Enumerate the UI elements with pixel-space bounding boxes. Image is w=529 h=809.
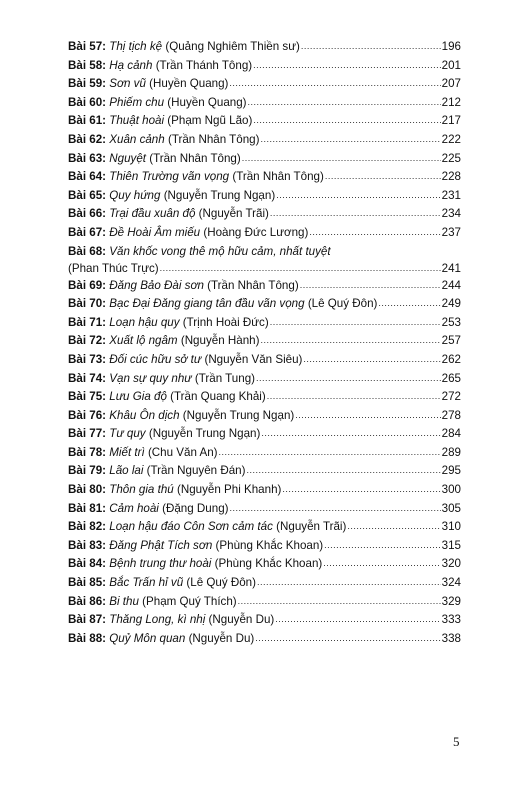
page-number: 5 [453,734,460,749]
lesson-page: 310 [441,520,461,534]
lesson-title: Lão lai [109,464,144,478]
lesson-author: (Đặng Dung) [162,501,229,515]
dot-leader [323,554,440,573]
lesson-author: (Chu Văn An) [147,445,218,459]
lesson-author: (Nguyễn Du) [188,631,255,645]
lesson-author: (Trần Nhân Tông) [207,278,299,292]
toc-entry-79 [68,462,461,481]
toc-entry-64 [68,168,461,187]
lesson-author: (Huyền Quang) [167,95,247,109]
dot-leader [260,130,440,149]
lesson-page: 324 [441,576,461,590]
lesson-page: 253 [441,315,461,329]
lesson-title: Thăng Long, kì nhị [109,613,206,627]
dot-leader [261,424,440,443]
dot-leader [347,517,440,536]
lesson-page: 225 [441,151,461,165]
dot-leader [230,499,441,518]
toc-entry-74 [68,370,461,389]
lesson-title: Thuật hoài [109,114,165,128]
toc-entry-71 [68,314,461,333]
dot-leader [253,111,440,130]
dot-leader [325,167,441,186]
lesson-title: Loạn hậu quy [109,315,180,329]
lesson-title: Đề Hoài Âm miếu [109,225,201,239]
lesson-number: Bài 77: [68,427,107,441]
lesson-author: (Huyền Quang) [149,77,229,91]
lesson-number: Bài 71: [68,315,107,329]
lesson-number: Bài 63: [68,151,107,165]
lesson-number: Bài 59: [68,77,107,91]
lesson-title: Bi thu [109,594,139,608]
lesson-number: Bài 83: [68,538,107,552]
lesson-page: 305 [441,501,461,515]
lesson-number: Bài 76: [68,408,107,422]
lesson-author: (Hoàng Đức Lương) [203,225,309,239]
toc-entry-66 [68,205,461,224]
lesson-number: Bài 78: [68,445,107,459]
lesson-title: Thôn gia thú [109,483,174,497]
dot-leader [257,573,441,592]
toc-entry-63 [68,150,461,169]
lesson-title: Loạn hậu đáo Côn Sơn cảm tác [109,520,273,534]
dot-leader [255,629,440,648]
toc-entry-69 [68,277,461,296]
lesson-page: 329 [441,594,461,608]
dot-leader [300,276,441,295]
lesson-page: 196 [441,40,461,53]
toc-entry-78 [68,444,461,463]
lesson-page: 249 [441,297,461,311]
dot-leader [219,443,441,462]
toc-entry-65 [68,187,461,206]
lesson-author: (Trần Nguyên Đán) [146,464,246,478]
toc-entry-61 [68,112,461,131]
lesson-title: Trại đầu xuân độ [109,207,196,221]
dot-leader [270,313,441,332]
toc-entry-77 [68,425,461,444]
lesson-number: Bài 65: [68,188,107,202]
lesson-number: Bài 64: [68,170,107,184]
lesson-author: (Trần Nhân Tông) [167,132,260,146]
toc-entry-81 [68,500,461,519]
lesson-number: Bài 73: [68,352,107,366]
lesson-author: (Nguyễn Văn Siêu) [204,352,303,366]
lesson-number: Bài 87: [68,613,107,627]
lesson-author: (Lê Quý Đôn) [307,297,378,311]
dot-leader [238,592,441,611]
lesson-author: (Nguyễn Trãi) [198,207,269,221]
lesson-number: Bài 79: [68,464,107,478]
toc-entry-75 [68,388,461,407]
toc-entry-58 [68,57,461,76]
toc-entry-60 [68,94,461,113]
lesson-author: (Trịnh Hoài Đức) [182,315,269,329]
lesson-author: (Nguyễn Du) [208,613,275,627]
lesson-title: Nguyệt [109,151,146,165]
lesson-title: Quỷ Môn quan [109,631,186,645]
lesson-number: Bài 67: [68,225,107,239]
dot-leader [309,223,440,242]
lesson-author: (Trần Nhân Tông) [232,170,324,184]
lesson-title: Lưu Gia độ [109,390,167,404]
dot-leader [256,369,441,388]
lesson-title: Đối cúc hữu sở tư [109,352,202,366]
lesson-page: 262 [441,352,461,366]
toc-entry-68 [68,243,461,277]
dot-leader [282,480,440,499]
lesson-page: 315 [441,538,461,552]
lesson-page: 201 [441,58,461,72]
toc-entry-88 [68,630,461,649]
lesson-page: 338 [441,631,461,645]
toc-entry-73 [68,351,461,370]
lesson-page: 234 [441,207,461,221]
lesson-title: Đăng Phật Tích sơn [109,538,213,552]
lesson-page: 284 [441,427,461,441]
lesson-number: Bài 74: [68,371,107,385]
lesson-title: Phiếm chu [109,95,165,109]
dot-leader [248,93,441,112]
lesson-author: (Lê Quý Đôn) [186,576,256,590]
lesson-page: 244 [441,278,461,292]
toc-entry-57 [68,38,461,57]
lesson-number: Bài 70: [68,297,107,311]
lesson-author: (Nguyễn Phi Khanh) [176,483,282,497]
dot-leader [270,204,441,223]
dot-leader [303,350,440,369]
lesson-author: (Trần Quang Khải) [170,390,266,404]
lesson-title: Hạ cảnh [109,58,153,72]
lesson-author: (Phùng Khắc Khoan) [215,538,324,552]
lesson-title: Vạn sự quy như [109,371,192,385]
toc-entry-67 [68,224,461,243]
lesson-title: Cảm hoài [109,501,159,515]
lesson-author: (Nguyễn Trung Ngạn) [148,427,261,441]
lesson-page: 207 [441,77,461,91]
toc-entry-87 [68,611,461,630]
lesson-title: Tư quy [109,427,146,441]
lesson-page: 237 [441,225,461,239]
lesson-title: Bệnh trung thư hoài [109,557,212,571]
lesson-page: 289 [441,445,461,459]
toc-entry-76 [68,407,461,426]
lesson-page: 222 [441,132,461,146]
lesson-page: 300 [441,483,461,497]
dot-leader [275,610,440,629]
dot-leader [276,186,440,205]
lesson-number: Bài 58: [68,58,107,72]
lesson-author: (Trần Tung) [194,371,256,385]
dot-leader [229,74,440,93]
lesson-number: Bài 60: [68,95,107,109]
lesson-title: Xuất lộ ngâm [109,334,178,348]
dot-leader [324,536,440,555]
dot-leader [267,387,441,406]
lesson-author: (Phùng Khắc Khoan) [214,557,323,571]
lesson-page: 217 [441,114,461,128]
lesson-author: (Nguyễn Hành) [180,334,260,348]
dot-leader [160,261,441,276]
lesson-title: Quy hứng [109,188,161,202]
lesson-number: Bài 80: [68,483,107,497]
lesson-number: Bài 84: [68,557,107,571]
lesson-number: Bài 66: [68,207,107,221]
lesson-page: 241 [441,261,461,275]
toc-entry-80 [68,481,461,500]
lesson-number: Bài 69: [68,278,107,292]
dot-leader [301,37,441,56]
toc-entry-85 [68,574,461,593]
lesson-page: 333 [441,613,461,627]
lesson-page: 257 [441,334,461,348]
toc-entry-59 [68,75,461,94]
lesson-number: Bài 62: [68,132,107,146]
toc-entry-83 [68,537,461,556]
lesson-page: 231 [441,188,461,202]
lesson-author: (Quảng Nghiêm Thiền sư) [165,40,300,53]
lesson-number: Bài 75: [68,390,107,404]
lesson-page: 228 [441,170,461,184]
dot-leader [242,149,441,168]
lesson-author: (Nguyễn Trãi) [276,520,347,534]
lesson-number: Bài 81: [68,501,107,515]
dot-leader [260,331,440,350]
lesson-number: Bài 82: [68,520,107,534]
toc-entry-82 [68,518,461,537]
toc-entry-62 [68,131,461,150]
lesson-title: Sơn vũ [109,77,146,91]
lesson-author: (Nguyễn Trung Ngạn) [163,188,276,202]
lesson-page: 320 [441,557,461,571]
lesson-number: Bài 85: [68,576,107,590]
lesson-number: Bài 57: [68,40,107,53]
toc-entry-84 [68,555,461,574]
lesson-author: (Phan Thúc Trực) [68,261,159,275]
toc-entry-72 [68,332,461,351]
lesson-title: Xuân cảnh [109,132,165,146]
table-of-contents [68,38,461,648]
lesson-title: Thị tịch kệ [109,40,163,53]
lesson-page: 272 [441,390,461,404]
lesson-title: Khâu Ôn dịch [109,408,180,422]
dot-leader [295,406,440,425]
lesson-page: 265 [441,371,461,385]
lesson-number: Bài 86: [68,594,107,608]
lesson-page: 295 [441,464,461,478]
dot-leader [378,294,440,313]
lesson-page: 212 [441,95,461,109]
lesson-author: (Phạm Ngũ Lão) [167,114,253,128]
lesson-number: Bài 68: [68,244,107,258]
lesson-author: (Nguyễn Trung Ngạn) [182,408,295,422]
lesson-author: (Trần Nhân Tông) [149,151,241,165]
lesson-author: (Trần Thánh Tông) [155,58,253,72]
lesson-title: Thiên Trường vãn vọng [109,170,230,184]
dot-leader [246,461,440,480]
lesson-author: (Phạm Quý Thích) [142,594,237,608]
lesson-title: Bắc Trấn hỉ vũ [109,576,184,590]
lesson-number: Bài 72: [68,334,107,348]
toc-entry-86 [68,593,461,612]
lesson-title: Văn khốc vong thê mộ hữu cảm, nhất tuyệt [109,244,331,258]
lesson-title: Miết trì [109,445,145,459]
lesson-number: Bài 61: [68,114,107,128]
lesson-title: Đăng Bảo Đài sơn [109,278,204,292]
dot-leader [253,56,441,75]
lesson-title: Bạc Đại Đăng giang tân đầu vãn vọng [109,297,305,311]
lesson-page: 278 [441,408,461,422]
lesson-number: Bài 88: [68,631,107,645]
toc-entry-70 [68,295,461,314]
